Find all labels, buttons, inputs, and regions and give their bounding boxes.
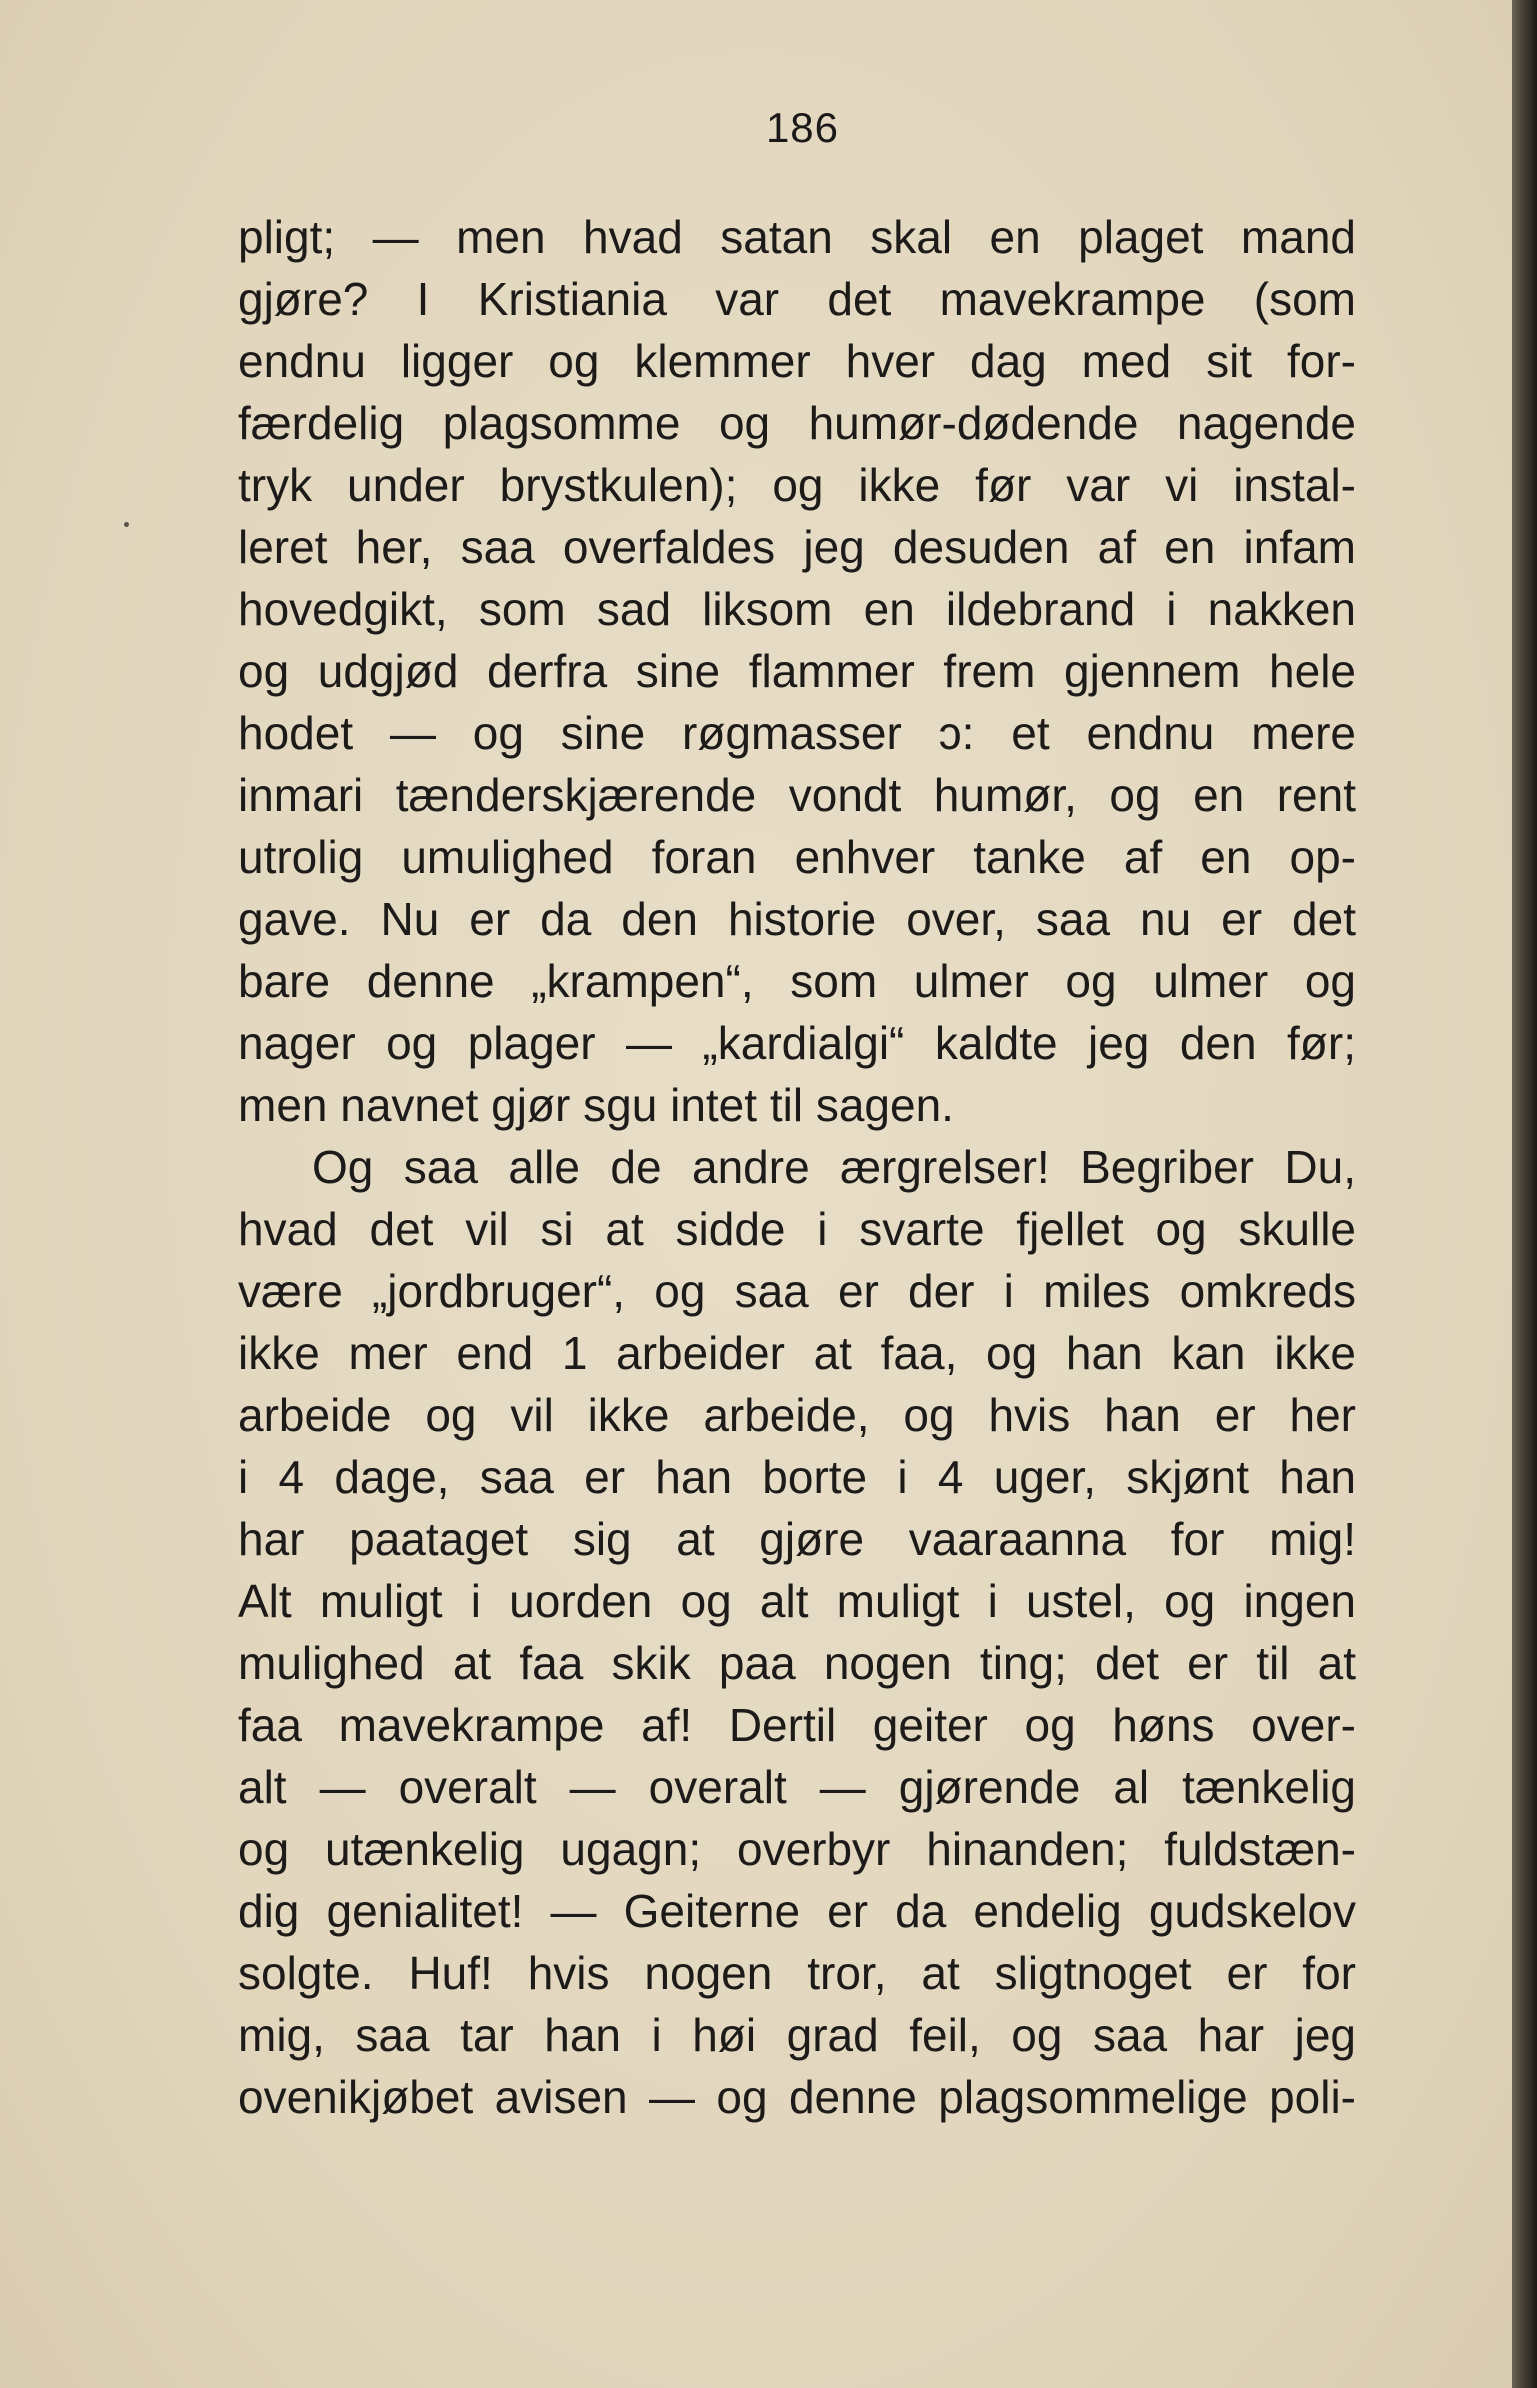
text-line: solgte. Huf! hvis nogen tror, at sligtnoget er for xyxy=(238,1947,1356,1999)
text-line: ikke mer end 1 arbeider at faa, og han kan ikke xyxy=(238,1327,1356,1379)
text-line: være „jordbruger“, og saa er der i miles omkreds xyxy=(238,1265,1356,1317)
text-line: mulighed at faa skik paa nogen ting; det er til at xyxy=(238,1637,1356,1689)
text-line: arbeide og vil ikke arbeide, og hvis han er her xyxy=(238,1389,1356,1441)
page-number: 186 xyxy=(765,104,840,151)
text-line: hvad det vil si at sidde i svarte fjellet og skulle xyxy=(238,1203,1356,1255)
text-line: gjøre? I Kristiania var det mavekrampe (som xyxy=(238,273,1356,325)
text-line: hodet — og sine røgmasser ɔ: et endnu mere xyxy=(238,707,1356,759)
paper-speck xyxy=(124,522,129,527)
text-line: faa mavekrampe af! Dertil geiter og høns over- xyxy=(238,1699,1356,1751)
text-line: og udgjød derfra sine flammer frem gjennem hele xyxy=(238,645,1356,697)
text-line: nager og plager — „kardialgi“ kaldte jeg den før; xyxy=(238,1017,1356,1069)
text-line: leret her, saa overfaldes jeg desuden af en infam xyxy=(238,521,1356,573)
text-line: færdelig plagsomme og humør-dødende nagende xyxy=(238,397,1356,449)
text-line: har paataget sig at gjøre vaaraanna for mig! xyxy=(238,1513,1356,1565)
text-line: mig, saa tar han i høi grad feil, og saa har jeg xyxy=(238,2009,1356,2061)
paragraph-end-line: men navnet gjør sgu intet til sagen. xyxy=(238,1079,954,1131)
text-line: endnu ligger og klemmer hver dag med sit for- xyxy=(238,335,1356,387)
text-line: pligt; — men hvad satan skal en plaget mand xyxy=(238,211,1356,263)
body-text xyxy=(238,206,1356,2128)
text-line: hovedgikt, som sad liksom en ildebrand i nakken xyxy=(238,583,1356,635)
text-line: inmari tænderskjærende vondt humør, og en rent xyxy=(238,769,1356,821)
text-line: dig genialitet! — Geiterne er da endelig gudskelov xyxy=(238,1885,1356,1937)
paragraph-start-line: Og saa alle de andre ærgrelser! Begriber Du, xyxy=(312,1141,1356,1193)
text-line: bare denne „krampen“, som ulmer og ulmer og xyxy=(238,955,1356,1007)
text-line: i 4 dage, saa er han borte i 4 uger, skjønt han xyxy=(238,1451,1356,1503)
text-line: gave. Nu er da den historie over, saa nu er det xyxy=(238,893,1356,945)
text-line: utrolig umulighed foran enhver tanke af en op- xyxy=(238,831,1356,883)
text-line: ovenikjøbet avisen — og denne plagsommelige poli- xyxy=(238,2071,1356,2123)
text-line: tryk under brystkulen); og ikke før var vi instal- xyxy=(238,459,1356,511)
text-line: Alt muligt i uorden og alt muligt i ustel, og ingen xyxy=(238,1575,1356,1627)
text-line: alt — overalt — overalt — gjørende al tænkelig xyxy=(238,1761,1356,1813)
page-edge-shadow xyxy=(1512,0,1537,2388)
text-line: og utænkelig ugagn; overbyr hinanden; fuldstæn- xyxy=(238,1823,1356,1875)
